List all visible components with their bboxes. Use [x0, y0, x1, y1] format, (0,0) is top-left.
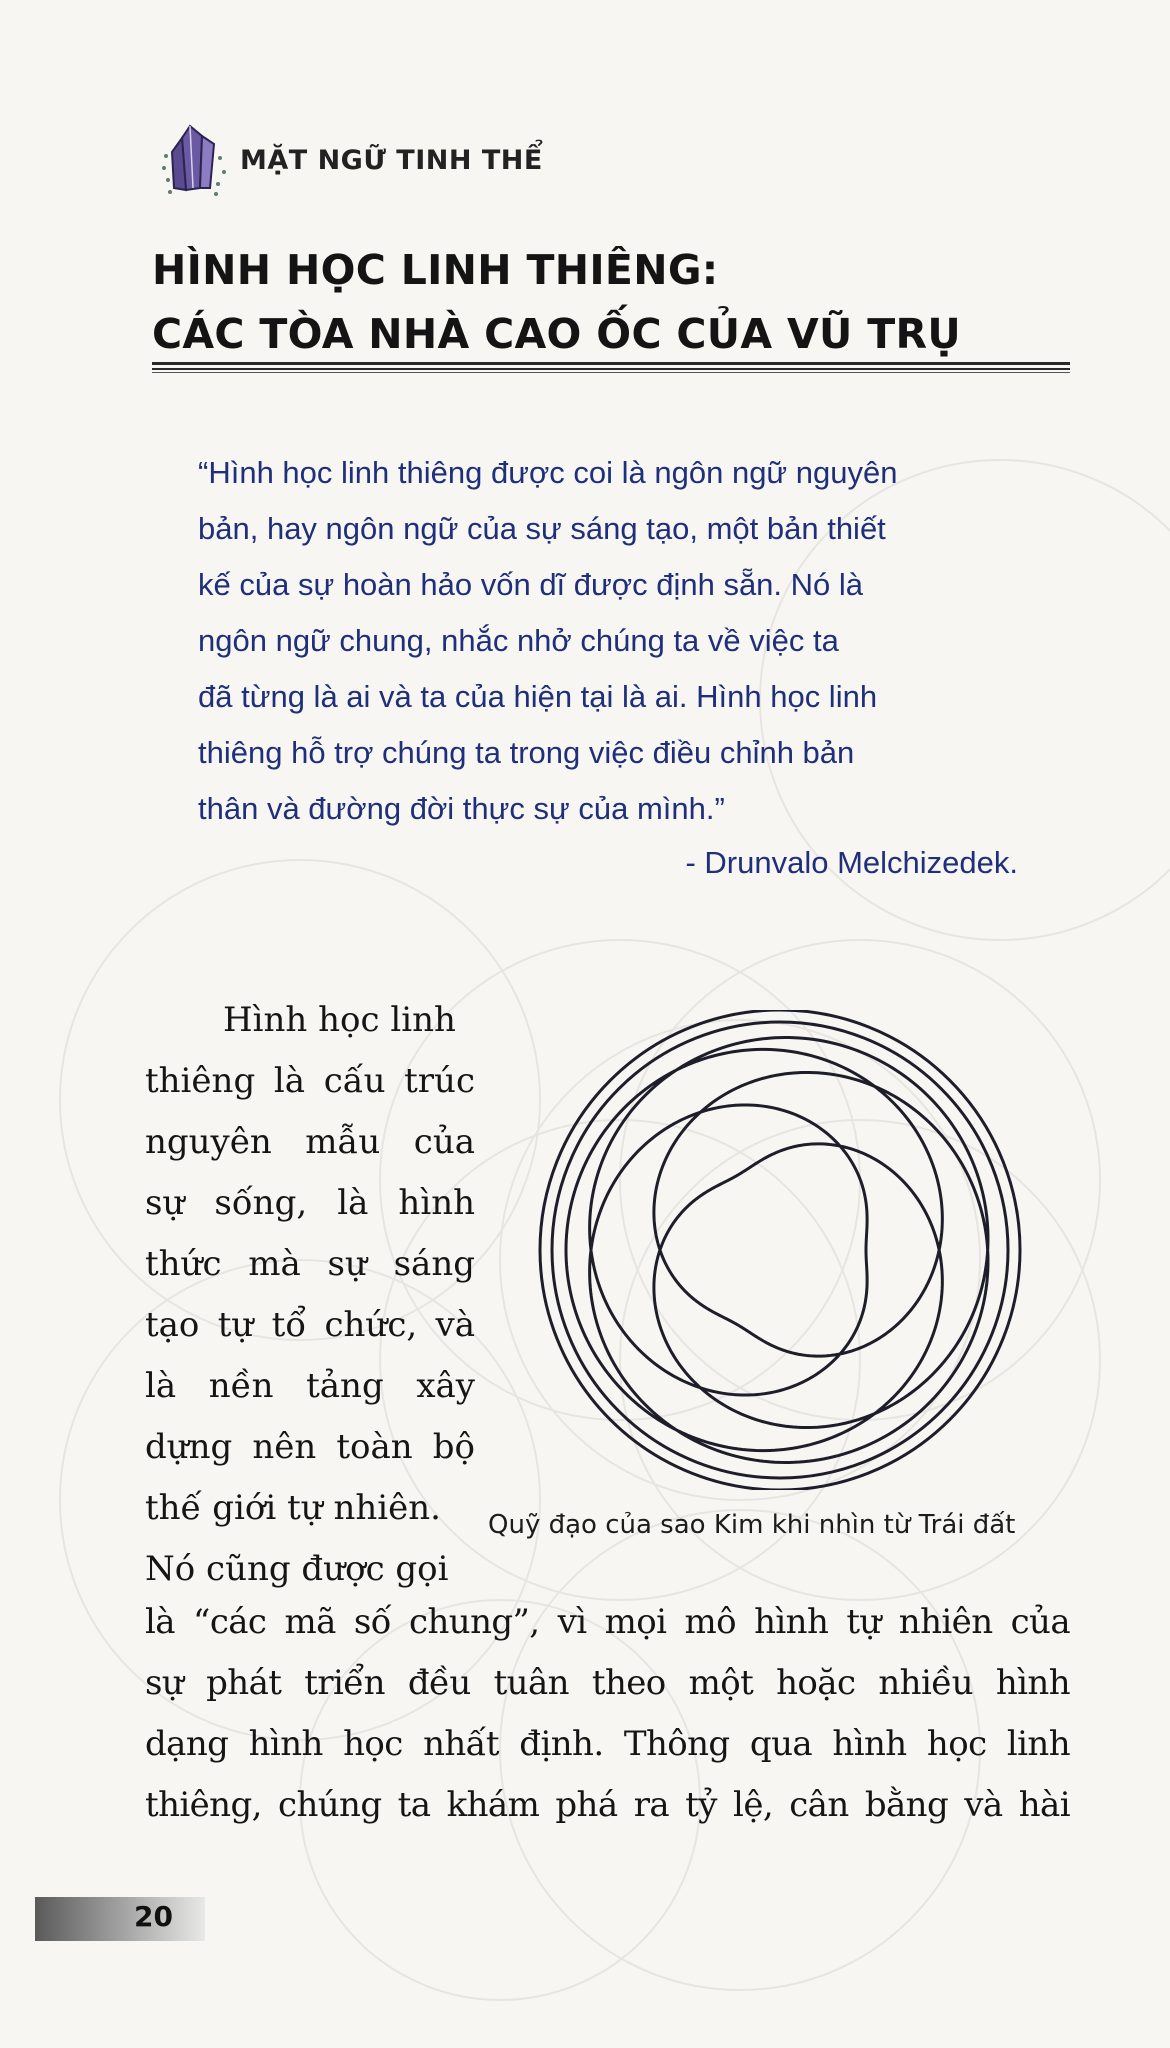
page-number-bar — [35, 1897, 205, 1941]
quote-line: “Hình học linh thiêng được coi là ngôn ngữ nguyên — [198, 455, 898, 490]
quote-line: ngôn ngữ chung, nhắc nhở chúng ta về việc ta — [198, 623, 839, 658]
body-line: sự sống, là hình — [145, 1183, 475, 1223]
body-line: sự phát triển đều tuân theo một hoặc nhiều hình — [145, 1663, 1070, 1703]
quote-attribution: - Drunvalo Melchizedek. — [685, 845, 1018, 880]
body-line: thức mà sự sáng — [145, 1244, 475, 1284]
venus-rosette-curve — [566, 1038, 988, 1463]
body-paragraph-wrapped — [145, 990, 475, 1600]
body-line: thế giới tự nhiên. — [145, 1488, 441, 1528]
body-line: dựng nên toàn bộ — [145, 1427, 475, 1467]
body-paragraph-continued — [145, 1592, 1070, 1836]
quote-line: thiêng hỗ trợ chúng ta trong việc điều chỉnh bản — [198, 735, 855, 770]
body-line: tạo tự tổ chức, và — [145, 1305, 475, 1345]
body-line: là “các mã số chung”, vì mọi mô hình tự nhiên của — [145, 1602, 1070, 1642]
outer-orbit-ring — [540, 1010, 1020, 1490]
body-line: thiêng, chúng ta khám phá ra tỷ lệ, cân bằng và hài — [145, 1785, 1070, 1825]
heading-divider — [152, 362, 1070, 374]
quote-line: đã từng là ai và ta của hiện tại là ai. Hình học linh — [198, 679, 878, 714]
heading-line: HÌNH HỌC LINH THIÊNG: — [152, 246, 719, 294]
body-line: Hình học linh — [223, 1000, 456, 1040]
crystal-cluster-icon — [160, 118, 230, 202]
quote-line: bản, hay ngôn ngữ của sự sáng tạo, một bản thiết — [198, 511, 886, 546]
body-line: là nền tảng xây — [145, 1366, 475, 1406]
page-number: 20 — [134, 1900, 173, 1933]
heading-line: CÁC TÒA NHÀ CAO ỐC CỦA VŨ TRỤ — [152, 310, 961, 358]
venus-orbit-figure — [520, 1010, 1040, 1490]
chapter-heading — [152, 238, 1072, 366]
body-line: dạng hình học nhất định. Thông qua hình học linh — [145, 1724, 1070, 1764]
quote-line: kế của sự hoàn hảo vốn dĩ được định sẵn. Nó là — [198, 567, 864, 602]
body-line: thiêng là cấu trúc — [145, 1061, 475, 1101]
quote-line: thân và đường đời thực sự của mình.” — [198, 791, 725, 826]
series-title: MẶT NGỮ TINH THỂ — [240, 144, 543, 176]
figure-caption: Quỹ đạo của sao Kim khi nhìn từ Trái đất — [488, 1510, 1016, 1540]
running-head — [160, 118, 543, 202]
body-line: Nó cũng được gọi — [145, 1549, 449, 1589]
body-line: nguyên mẫu của — [145, 1122, 475, 1162]
epigraph-quote — [198, 445, 1038, 837]
